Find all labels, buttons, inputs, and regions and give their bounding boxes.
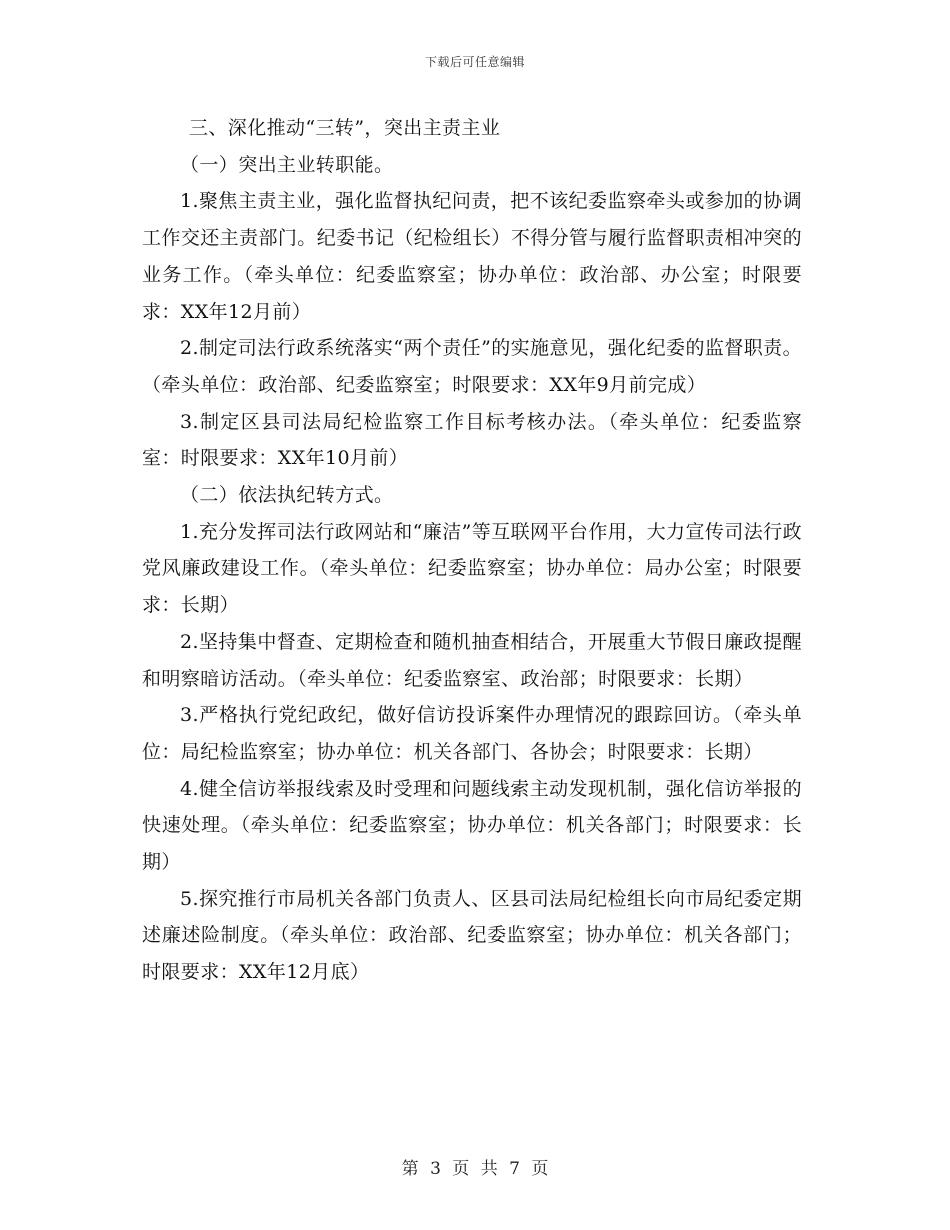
document-body xyxy=(142,110,802,991)
page-footer: 第 3 页 共 7 页 xyxy=(401,1159,549,1179)
list-item: 3.制定区县司法局纪检监察工作目标考核办法。（牵头单位：纪委监察室：时限要求：XX年10月前） xyxy=(142,410,802,470)
list-item: 1.聚焦主责主业，强化监督执纪问责，把不该纪委监察牵头或参加的协调工作交还主责部门。纪委书记（纪检组长）不得分管与履行监督职责相冲突的业务工作。（牵头单位：纪委监察室；协办单位：政治部、办公室；时限要求：XX年12月前） xyxy=(142,190,802,323)
subsection-heading-2: （二）依法执纪转方式。 xyxy=(180,484,394,507)
list-item: 4.健全信访举报线索及时受理和问题线索主动发现机制，强化信访举报的快速处理。（牵头单位：纪委监察室；协办单位：机关各部门；时限要求：长期） xyxy=(142,777,802,874)
list-item: 5.探究推行市局机关各部门负责人、区县司法局纪检组长向市局纪委定期述廉述险制度。（牵头单位：政治部、纪委监察室；协办单位：机关各部门；时限要求：XX年12月底） xyxy=(142,887,802,984)
list-item: 2.制定司法行政系统落实“两个责任”的实施意见，强化纪委的监督职责。（牵头单位：政治部、纪委监察室；时限要求：XX年9月前完成） xyxy=(142,337,802,396)
list-item: 2.坚持集中督查、定期检查和随机抽查相结合，开展重大节假日廉政提醒和明察暗访活动。（牵头单位：纪委监察室、政治部；时限要求：长期） xyxy=(142,630,802,690)
section-heading: 三、深化推动“三转”，突出主责主业 xyxy=(189,117,501,139)
subsection-heading-1: （一）突出主业转职能。 xyxy=(180,153,394,176)
page-header: 下载后可任意编辑 xyxy=(424,55,525,69)
list-item: 1.充分发挥司法行政网站和“廉洁”等互联网平台作用，大力宣传司法行政党风廉政建设工作。（牵头单位：纪委监察室；协办单位：局办公室；时限要求：长期） xyxy=(142,520,802,617)
list-item: 3.严格执行党纪政纪，做好信访投诉案件办理情况的跟踪回访。（牵头单位：局纪检监察室；协办单位：机关各部门、各协会；时限要求：长期） xyxy=(142,704,802,763)
